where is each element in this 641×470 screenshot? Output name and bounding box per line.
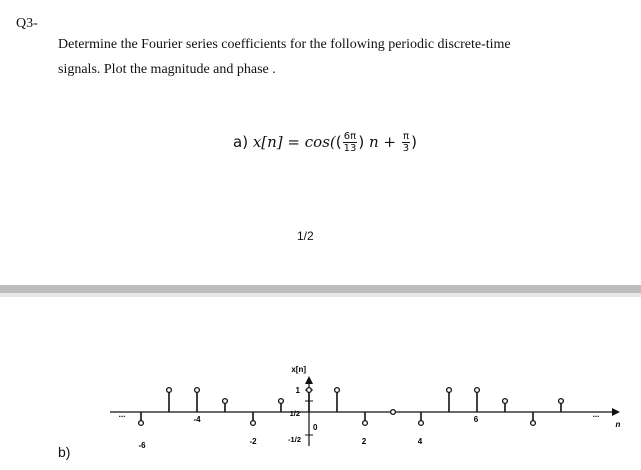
part-a-label: a): [233, 133, 249, 151]
stem-marker: [335, 388, 340, 393]
fraction-frequency-numerator: 6π: [343, 131, 357, 142]
stem-marker: [503, 399, 508, 404]
fraction-phase-numerator: π: [402, 131, 409, 142]
stem-marker: [223, 399, 228, 404]
stem-marker: [167, 388, 172, 393]
fraction-phase-denominator: 3: [402, 143, 410, 154]
stem-marker: [139, 421, 144, 426]
n-axis-label: n: [615, 420, 621, 429]
equation-mid: n +: [368, 133, 396, 151]
stem-marker: [279, 399, 284, 404]
stem-marker: [419, 421, 424, 426]
y-axis-arrow: [305, 376, 313, 384]
question-number: Q3-: [16, 16, 38, 31]
tick-label-neg4: -4: [193, 415, 201, 424]
page-divider-shadow: [0, 293, 641, 297]
part-a-equation: a) x[n] = cos(( $\frac{6\pi}{13}$ ) n + $\frac{\pi}{3}$ ): [233, 131, 417, 154]
stem-markers: [139, 388, 564, 426]
left-ellipsis: ...: [118, 410, 126, 419]
n-axis-arrow: [612, 408, 620, 416]
tick-label-2: 2: [361, 437, 367, 446]
stem-plot: [0, 360, 641, 470]
tick-label-4: 4: [417, 437, 423, 446]
fraction-frequency-denominator: 13: [343, 143, 357, 154]
stem-marker: [531, 421, 536, 426]
tick-label-neg2: -2: [249, 437, 257, 446]
stem-marker: [447, 388, 452, 393]
y-tick-label-1: 1: [295, 386, 300, 395]
stem-marker: [475, 388, 480, 393]
fraction-frequency: [343, 131, 358, 154]
y-axis-label: x[n]: [291, 365, 306, 374]
y-tick-label-half: 1/2: [289, 409, 300, 418]
stem-marker: [195, 388, 200, 393]
stem-marker: [391, 410, 396, 415]
tick-label-6: 6: [473, 415, 479, 424]
origin-label: 0: [313, 423, 318, 432]
right-ellipsis: ...: [592, 410, 600, 419]
fraction-phase: [402, 131, 410, 154]
page-divider: [0, 285, 641, 293]
equation-lhs: x[n] = cos(: [252, 133, 336, 151]
stem-marker: [363, 421, 368, 426]
equation-close: ): [411, 133, 417, 151]
part-b-label: b): [58, 444, 71, 460]
stem-marker: [307, 388, 312, 393]
part-a-value-note: 1/2: [297, 229, 314, 243]
y-tick-label-neg-half: -1/2: [288, 435, 301, 444]
tick-label-neg6: -6: [138, 441, 146, 450]
stem-marker: [251, 421, 256, 426]
question-prompt-line-2: signals. Plot the magnitude and phase .: [58, 62, 276, 77]
question-prompt-line-1: Determine the Fourier series coefficients for the following periodic discrete-time: [58, 37, 511, 52]
stem-marker: [559, 399, 564, 404]
